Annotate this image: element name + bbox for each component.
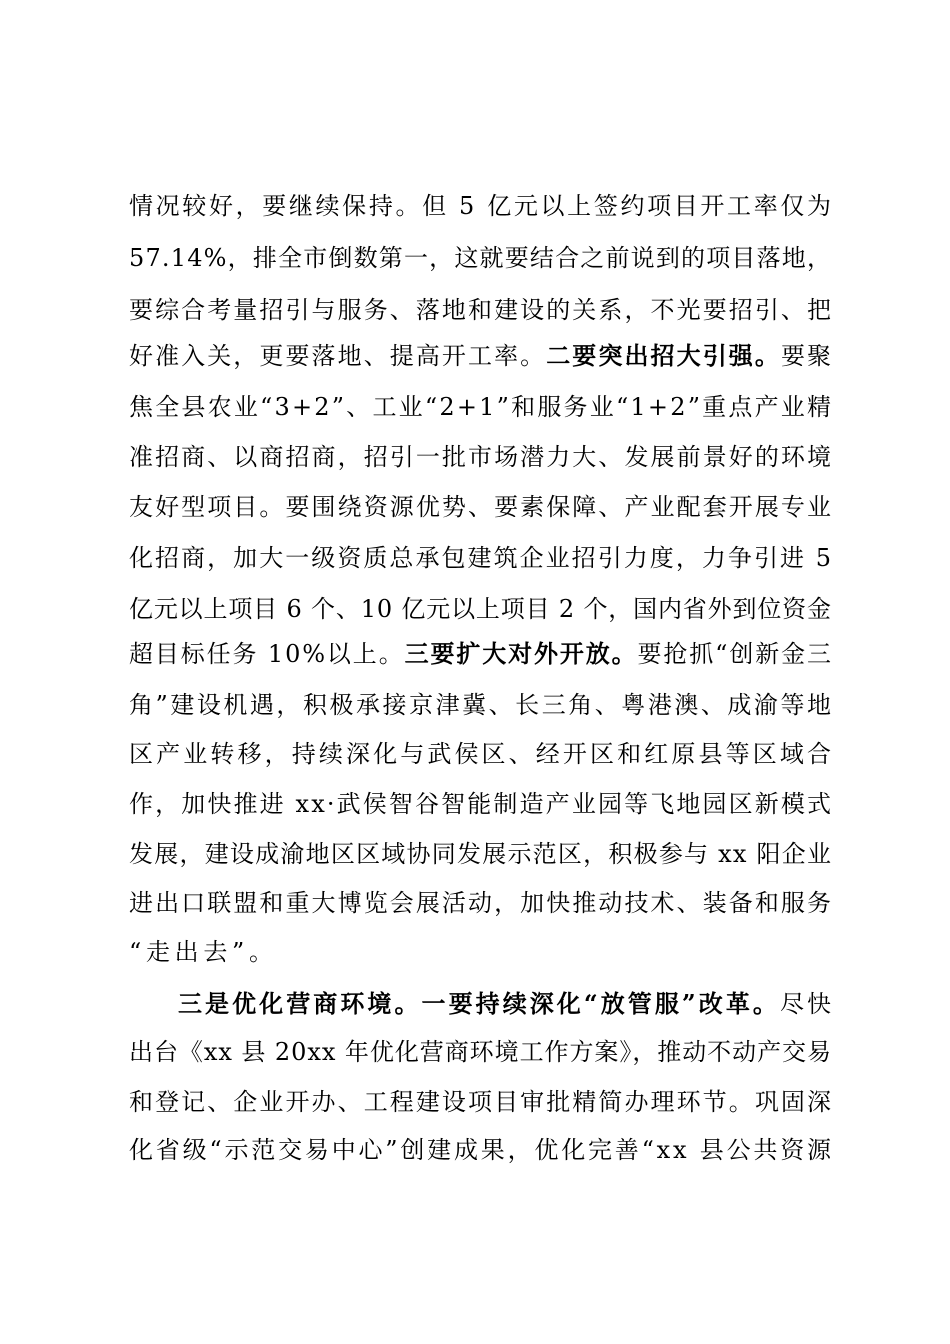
text-line — [0, 1082, 950, 1122]
text-segment: 角”建设机遇，积极承接京津冀、长三角、粤港澳、成渝等地 — [129, 691, 834, 719]
line-content — [129, 834, 832, 874]
line-content — [129, 186, 834, 226]
text-segment: 焦全县农业“3+2”、工业“2+1”和服务业“1+2”重点产业精 — [129, 393, 834, 421]
text-segment: 要聚 — [780, 342, 834, 370]
line-content — [129, 1082, 833, 1122]
text-segment: 化省级“示范交易中心”创建成果，优化完善“xx 县公共资源 — [129, 1136, 834, 1164]
text-segment: 要综合考量招引与服务、落地和建设的关系，不光要招引、把 — [129, 296, 834, 324]
line-content — [129, 883, 833, 923]
line-content — [129, 336, 833, 376]
text-line — [0, 932, 950, 972]
text-line — [0, 1130, 950, 1170]
text-segment: 准招商、以商招商，招引一批市场潜力大、发展前景好的环境 — [129, 443, 834, 471]
text-segment: 出台《xx 县 20xx 年优化营商环境工作方案》，推动不动产交易 — [129, 1038, 832, 1066]
text-line — [0, 487, 950, 527]
line-content — [129, 1130, 834, 1170]
text-line — [0, 834, 950, 874]
text-segment: 57.14%，排全市倒数第一，这就要结合之前说到的项目落地， — [129, 244, 833, 272]
line-content — [129, 290, 833, 330]
line-content — [129, 387, 833, 427]
text-line — [0, 1032, 950, 1072]
text-line — [0, 290, 950, 330]
line-content — [129, 238, 832, 278]
text-line — [0, 984, 950, 1024]
line-content — [129, 734, 834, 774]
text-line — [0, 734, 950, 774]
text-segment: 友好型项目。要围绕资源优势、要素保障、产业配套开展专业 — [129, 493, 834, 521]
line-content — [129, 1032, 832, 1072]
text-segment: 情况较好，要继续保持。但 5 亿元以上签约项目开工率仅为 — [129, 192, 834, 220]
line-content — [129, 589, 832, 629]
text-segment: 化招商，加大一级资质总承包建筑企业招引力度，力争引进 5 — [129, 544, 834, 572]
line-content — [178, 984, 834, 1024]
line-content — [129, 685, 834, 725]
text-segment: 超目标任务 10%以上。 — [129, 640, 405, 668]
text-line — [0, 437, 950, 477]
text-segment: 进出口联盟和重大博览会展活动，加快推动技术、装备和服务 — [129, 889, 834, 917]
text-line — [0, 336, 950, 376]
line-content — [129, 538, 833, 578]
bold-heading: 二要突出招大引强。 — [546, 341, 781, 370]
text-segment: “走出去”。 — [129, 938, 278, 966]
text-segment: 好准入关，更要落地、提高开工率。 — [129, 342, 547, 370]
text-line — [0, 238, 950, 278]
text-line — [0, 387, 950, 427]
text-line — [0, 538, 950, 578]
text-segment: 发展，建设成渝地区区域协同发展示范区，积极参与 xx 阳企业 — [129, 840, 833, 868]
text-line — [0, 883, 950, 923]
text-segment: 作，加快推进 xx·武侯智谷智能制造产业园等飞地园区新模式 — [129, 790, 834, 818]
line-content — [129, 487, 833, 527]
text-line — [0, 784, 950, 824]
text-segment: 要抢抓“创新金三 — [637, 640, 833, 668]
text-segment: 区产业转移，持续深化与武侯区、经开区和红原县等区域合 — [129, 740, 835, 768]
text-line — [0, 685, 950, 725]
text-line — [0, 589, 950, 629]
text-segment: 和登记、企业开办、工程建设项目审批精简办理环节。巩固深 — [129, 1088, 834, 1116]
text-line — [0, 186, 950, 226]
text-segment: 尽快 — [779, 990, 835, 1018]
text-line — [0, 634, 950, 674]
line-content — [129, 932, 278, 972]
text-segment: 亿元以上项目 6 个、10 亿元以上项目 2 个，国内省外到位资金 — [129, 595, 832, 623]
line-content — [129, 634, 833, 674]
line-content — [129, 784, 833, 824]
bold-heading: 三是优化营商环境。一要持续深化“放管服”改革。 — [178, 989, 780, 1018]
bold-heading: 三要扩大对外开放。 — [404, 639, 638, 668]
line-content — [129, 437, 833, 477]
